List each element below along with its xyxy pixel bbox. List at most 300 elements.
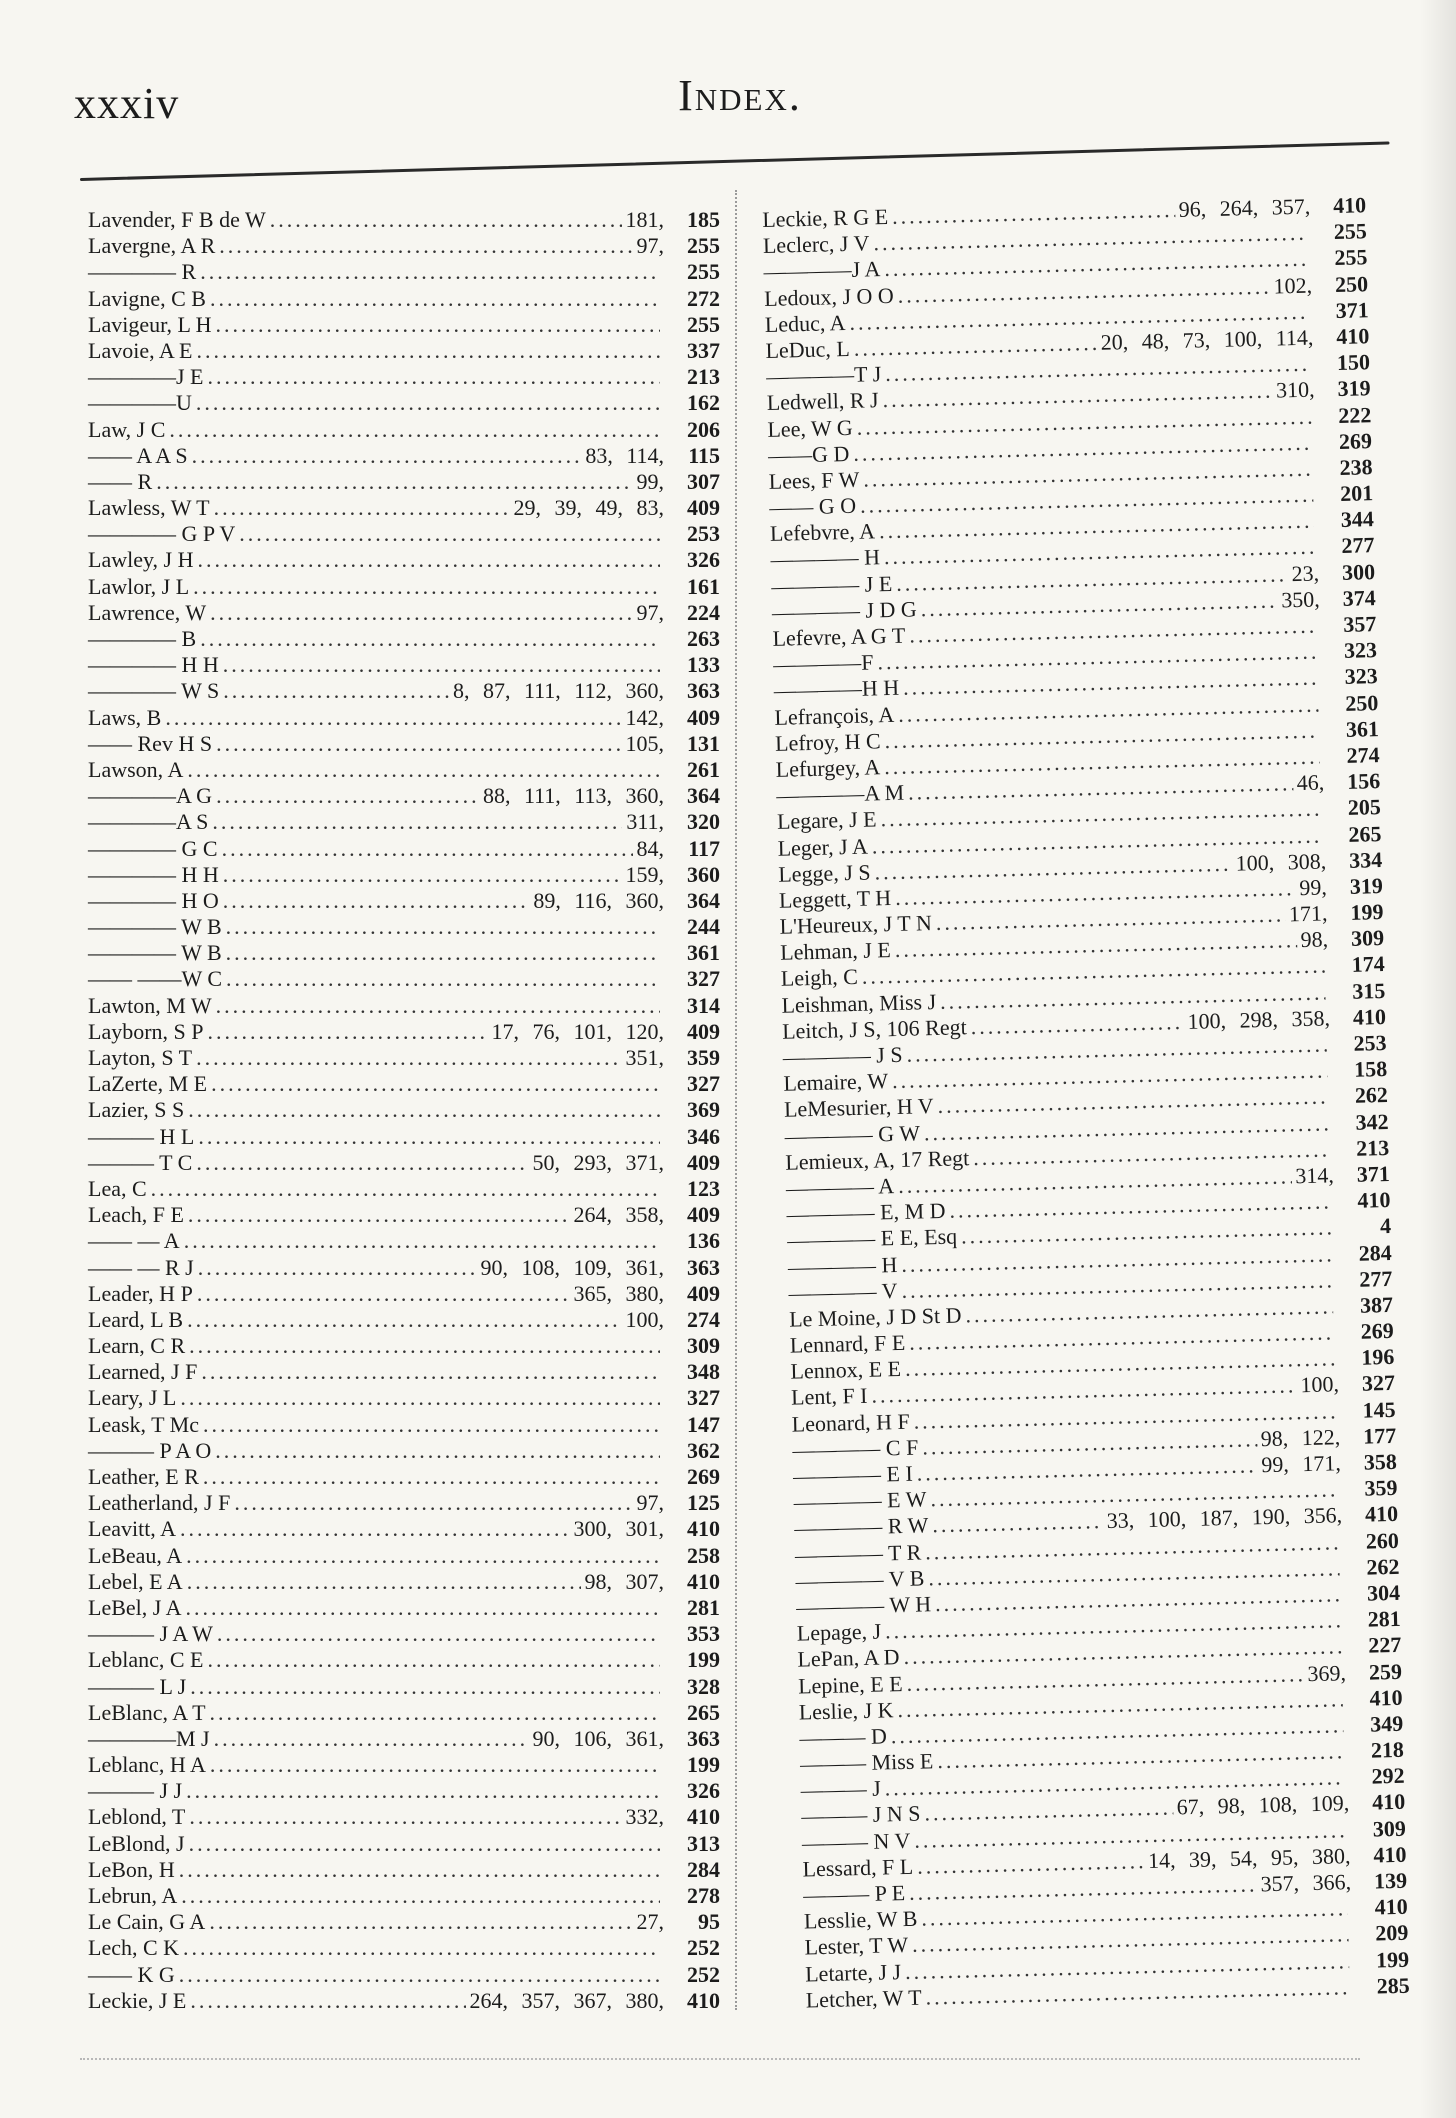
entry-pages: 84, <box>636 835 664 861</box>
index-entry <box>88 1045 720 1071</box>
entry-last-page: 304 <box>1366 1579 1401 1606</box>
entry-name: ———— A <box>785 1173 895 1201</box>
entry-last-page: 409 <box>687 1018 720 1044</box>
entry-last-page: 309 <box>687 1333 720 1359</box>
entry-name: Lehman, J E <box>779 937 892 966</box>
dot-leader <box>179 1962 660 1988</box>
dot-leader <box>187 1569 581 1595</box>
index-entry <box>88 888 720 914</box>
entry-last-page: 213 <box>687 364 720 390</box>
entry-name: Lawley, J H <box>88 547 194 573</box>
dot-leader <box>211 1071 660 1097</box>
index-entry <box>88 364 720 390</box>
dot-leader <box>214 1726 529 1752</box>
dot-leader <box>200 626 660 652</box>
entry-last-page: 387 <box>1359 1291 1394 1318</box>
entry-last-page: 218 <box>1370 1736 1405 1763</box>
index-column-left <box>88 207 720 2014</box>
entry-name: ————U <box>88 390 192 416</box>
dot-leader <box>217 1621 660 1647</box>
index-entry <box>88 259 720 285</box>
entry-name: ———— V <box>788 1277 898 1306</box>
entry-last-page: 362 <box>687 1437 720 1463</box>
entry-last-page: 274 <box>687 1306 720 1332</box>
entry-name: Lawlor, J L <box>88 573 190 599</box>
entry-name: Leslie, J K <box>798 1696 894 1725</box>
index-entry <box>88 1281 720 1307</box>
entry-last-page: 255 <box>1334 244 1368 271</box>
dot-leader <box>208 364 661 390</box>
entry-last-page: 342 <box>1355 1108 1389 1135</box>
entry-last-page: 409 <box>687 704 720 730</box>
entry-last-page: 410 <box>1357 1187 1391 1213</box>
entry-pages: 83, 114, <box>585 442 664 468</box>
entry-name: Legare, J E <box>776 806 877 835</box>
dot-leader <box>180 1385 660 1411</box>
index-entry <box>88 1543 720 1569</box>
dot-leader <box>180 1516 570 1542</box>
entry-name: Leather, E R <box>88 1464 199 1489</box>
dot-leader <box>223 888 530 914</box>
entry-pages: 90, 106, 361, <box>532 1725 664 1751</box>
entry-pages: 310, <box>1275 376 1315 403</box>
index-entry <box>88 312 720 338</box>
entry-last-page: 327 <box>687 1071 720 1097</box>
entry-last-page: 361 <box>1345 715 1380 742</box>
dot-leader <box>210 1752 660 1778</box>
index-entry <box>88 678 720 704</box>
entry-last-page: 133 <box>687 652 720 678</box>
entry-name: ———— R W <box>793 1512 929 1541</box>
entry-name: Leitch, J S, 106 Regt <box>781 1014 967 1044</box>
entry-name: LeBel, J A <box>88 1594 182 1620</box>
entry-name: ———— J S <box>782 1041 903 1070</box>
header-rule <box>80 141 1390 181</box>
dot-leader <box>212 809 622 835</box>
entry-last-page: 199 <box>687 1647 720 1673</box>
entry-last-page: 292 <box>1371 1763 1405 1789</box>
index-entry <box>88 600 720 626</box>
dot-leader <box>200 259 660 285</box>
entry-name: Lesslie, W B <box>803 1905 918 1934</box>
entry-name: —— G O <box>769 492 857 520</box>
entry-last-page: 255 <box>687 233 720 259</box>
entry-name: ————H H <box>773 675 900 704</box>
entry-last-page: 252 <box>687 1935 720 1961</box>
index-entry <box>88 1883 720 1909</box>
entry-last-page: 255 <box>1333 218 1368 245</box>
page-number: xxxiv <box>74 79 180 128</box>
entry-pages: 97, <box>636 233 664 259</box>
entry-name: LeBlond, J <box>88 1830 185 1856</box>
entry-name: Lepine, E E <box>797 1670 903 1699</box>
entry-name: ———— G W <box>784 1119 921 1149</box>
index-entry <box>88 1333 720 1359</box>
entry-name: ——— J N S <box>801 1801 921 1829</box>
index-entry <box>88 338 720 364</box>
dot-leader <box>165 705 621 731</box>
entry-last-page: 313 <box>687 1830 720 1856</box>
entry-last-page: 369 <box>687 1097 720 1123</box>
index-column-right <box>762 192 1410 2013</box>
entry-name: Lawless, W T <box>88 495 210 521</box>
dot-leader <box>226 914 660 940</box>
index-entry <box>88 1071 720 1097</box>
entry-pages: 105, <box>625 730 664 756</box>
entry-name: Lavergne, A R <box>88 233 216 259</box>
entry-last-page: 199 <box>687 1752 720 1778</box>
index-entry <box>88 1595 720 1621</box>
entry-pages: 102, <box>1273 272 1313 299</box>
entry-name: LeDuc, L <box>765 335 851 363</box>
entry-name: ————A S <box>88 809 209 835</box>
dot-leader <box>222 836 633 862</box>
index-entry <box>88 1176 720 1202</box>
entry-last-page: 259 <box>1368 1658 1403 1685</box>
entry-name: ———— G P V <box>88 521 236 547</box>
entry-pages: 97, <box>636 1490 664 1516</box>
dot-leader <box>186 1595 661 1621</box>
entry-name: Lavender, F B de W <box>88 207 266 232</box>
entry-last-page: 131 <box>687 730 720 756</box>
entry-name: Leavitt, A <box>88 1516 176 1542</box>
index-entry <box>88 1831 720 1857</box>
entry-name: ———— V B <box>795 1565 925 1594</box>
dot-leader <box>179 1857 660 1883</box>
entry-last-page: 326 <box>687 1778 720 1804</box>
entry-name: Lazier, S S <box>88 1097 185 1123</box>
entry-last-page: 136 <box>687 1228 720 1254</box>
entry-name: Lennard, F E <box>789 1329 906 1358</box>
entry-name: Lawrence, W <box>88 599 207 625</box>
entry-last-page: 364 <box>687 887 720 913</box>
entry-name: ————M J <box>88 1725 210 1751</box>
entry-name: Le Cain, G A <box>88 1909 206 1935</box>
entry-last-page: 284 <box>1358 1239 1393 1266</box>
dot-leader <box>193 574 660 600</box>
dot-leader <box>223 678 449 704</box>
index-entry <box>88 495 720 521</box>
entry-pages: 311, <box>626 809 664 835</box>
entry-name: Letarte, J J <box>804 1958 902 1987</box>
entry-last-page: 315 <box>1352 977 1386 1004</box>
entry-last-page: 307 <box>687 468 720 494</box>
index-entry <box>88 233 720 259</box>
index-entry <box>88 1935 720 1961</box>
entry-name: Leggett, T H <box>778 884 892 913</box>
entry-last-page: 224 <box>687 599 720 625</box>
entry-name: Lawton, M W <box>88 992 212 1018</box>
index-entry <box>88 1726 720 1752</box>
dot-leader <box>196 338 660 364</box>
entry-name: —— Rev H S <box>88 730 213 756</box>
entry-name: LaZerte, M E <box>88 1071 208 1097</box>
index-entry <box>88 1516 720 1542</box>
entry-last-page: 177 <box>1362 1422 1397 1449</box>
dot-leader <box>188 1097 660 1123</box>
dot-leader <box>216 783 479 809</box>
index-entry <box>88 914 720 940</box>
entry-last-page: 360 <box>687 861 720 887</box>
entry-name: ————A G <box>88 783 213 809</box>
dot-leader <box>186 1543 660 1569</box>
entry-name: Leblond, T <box>88 1804 186 1830</box>
entry-pages: 14, 39, 54, 95, 380, <box>1147 1842 1351 1873</box>
entry-last-page: 357 <box>1343 611 1377 637</box>
entry-last-page: 363 <box>687 1725 720 1751</box>
index-entry <box>88 862 720 888</box>
entry-pages: 365, 380, <box>573 1280 664 1306</box>
entry-name: LeBeau, A <box>88 1542 183 1568</box>
entry-last-page: 277 <box>1341 532 1375 559</box>
entry-name: Lees, F W <box>768 466 860 494</box>
entry-name: ———— H H <box>88 652 219 678</box>
dot-leader <box>189 1333 660 1359</box>
index-entry <box>88 836 720 862</box>
entry-name: Leary, J L <box>88 1385 177 1411</box>
entry-last-page: 358 <box>1363 1448 1398 1475</box>
entry-pages: 357, 366, <box>1260 1869 1352 1897</box>
entry-last-page: 309 <box>1350 925 1385 952</box>
entry-name: Lebel, E A <box>88 1568 183 1594</box>
entry-last-page: 255 <box>687 311 720 337</box>
entry-name: ——— P E <box>802 1880 906 1908</box>
entry-name: Leard, L B <box>88 1306 184 1332</box>
entry-pages: 99, 171, <box>1261 1450 1342 1478</box>
entry-name: Leblanc, H A <box>88 1752 206 1778</box>
entry-last-page: 328 <box>687 1673 720 1699</box>
dot-leader <box>208 1019 488 1045</box>
entry-name: Lawson, A <box>88 756 184 782</box>
entry-name: ——— L J <box>88 1673 187 1699</box>
entry-last-page: 227 <box>1368 1632 1402 1658</box>
entry-last-page: 319 <box>1349 872 1384 899</box>
entry-name: Leatherland, J F <box>88 1490 231 1516</box>
index-entry <box>88 1490 720 1516</box>
dot-leader <box>189 1804 621 1830</box>
entry-last-page: 323 <box>1343 637 1378 664</box>
entry-pages: 350, <box>1280 586 1321 613</box>
entry-name: ———— W H <box>795 1591 932 1620</box>
page-edge <box>1420 0 1456 2118</box>
entry-last-page: 346 <box>687 1123 720 1149</box>
entry-name: Layborn, S P <box>88 1018 204 1044</box>
entry-pages: 98, <box>1300 926 1329 953</box>
entry-name: ——— N V <box>801 1827 911 1856</box>
dot-leader <box>210 286 660 312</box>
entry-last-page: 158 <box>1353 1056 1388 1082</box>
index-entry <box>88 1700 720 1726</box>
entry-name: Ledoux, J O O <box>763 282 895 311</box>
entry-name: ————T J <box>765 361 882 390</box>
index-entry <box>88 547 720 573</box>
entry-last-page: 278 <box>687 1883 720 1908</box>
index-entry <box>88 1778 720 1804</box>
index-entry <box>88 1804 720 1830</box>
entry-last-page: 363 <box>687 678 720 704</box>
entry-name: Leduc, A <box>764 309 846 337</box>
entry-last-page: 145 <box>1362 1396 1396 1423</box>
entry-pages: 27, <box>636 1909 664 1935</box>
entry-last-page: 250 <box>1334 270 1369 297</box>
entry-name: Lefebvre, A <box>769 518 876 547</box>
entry-name: ——— P A O <box>88 1437 212 1463</box>
footer-rule <box>80 2058 1360 2062</box>
entry-last-page: 374 <box>1342 584 1377 611</box>
entry-last-page: 359 <box>687 1045 720 1070</box>
entry-pages: 99, <box>1298 874 1328 900</box>
entry-pages: 100, <box>1300 1371 1340 1398</box>
index-entry <box>88 286 720 312</box>
entry-pages: 332, <box>625 1804 664 1830</box>
entry-pages: 100, <box>625 1306 664 1332</box>
index-entry <box>88 1097 720 1123</box>
index-entry <box>88 1255 720 1281</box>
index-entry <box>88 469 720 495</box>
entry-last-page: 410 <box>1374 1893 1409 1920</box>
entry-name: Lee, W G <box>767 414 854 442</box>
dot-leader <box>197 1281 570 1307</box>
dot-leader <box>192 443 582 469</box>
index-entry <box>88 626 720 652</box>
dot-leader <box>196 390 660 416</box>
entry-last-page: 309 <box>1372 1815 1407 1842</box>
entry-name: Lea, C <box>88 1175 147 1201</box>
index-entry <box>88 1647 720 1673</box>
entry-name: Lefurgey, A <box>775 754 881 782</box>
entry-name: ———— R <box>88 259 197 285</box>
entry-last-page: 156 <box>1346 768 1381 794</box>
entry-pages: 314, <box>1295 1162 1335 1189</box>
entry-name: ————F <box>772 649 874 678</box>
entry-pages: 264, 357, 367, 380, <box>469 1987 664 2013</box>
entry-last-page: 117 <box>688 835 720 861</box>
entry-last-page: 123 <box>687 1175 720 1201</box>
entry-name: Lebrun, A <box>88 1883 178 1908</box>
dot-leader <box>216 731 621 757</box>
entry-name: Lech, C K <box>88 1935 180 1961</box>
index-entry <box>88 1621 720 1647</box>
index-entry <box>88 1150 720 1176</box>
entry-last-page: 265 <box>687 1699 720 1725</box>
entry-name: ———— H H <box>88 861 219 887</box>
entry-last-page: 364 <box>687 783 720 809</box>
entry-name: ———— E, M D <box>786 1197 946 1227</box>
dot-leader <box>198 1255 477 1281</box>
entry-last-page: 300 <box>1341 558 1376 585</box>
dot-leader <box>226 940 660 966</box>
index-entry <box>88 1752 720 1778</box>
entry-name: ———— H <box>770 544 881 573</box>
entry-last-page: 361 <box>687 940 720 966</box>
dot-leader <box>151 1176 660 1202</box>
entry-last-page: 327 <box>1361 1370 1396 1397</box>
entry-name: Le Moine, J D St D <box>788 1302 962 1332</box>
entry-name: —— — A <box>88 1228 180 1254</box>
entry-last-page: 410 <box>687 1568 720 1594</box>
entry-name: Lefroy, H C <box>774 728 881 756</box>
entry-pages: 8, 87, 111, 112, 360, <box>452 678 664 704</box>
entry-name: ——— H L <box>88 1123 195 1149</box>
index-entry <box>88 417 720 443</box>
dot-leader <box>239 521 660 547</box>
entry-name: ———— T R <box>794 1539 922 1568</box>
entry-pages: 17, 76, 101, 120, <box>491 1018 664 1044</box>
entry-name: Law, J C <box>88 416 166 442</box>
entry-pages: 181, <box>625 207 664 232</box>
entry-name: ————A M <box>776 779 905 808</box>
entry-name: ——— J A W <box>88 1621 213 1647</box>
entry-pages: 88, 111, 113, 360, <box>482 783 664 809</box>
entry-name: ——G D <box>767 440 850 468</box>
entry-pages: 142, <box>625 704 664 730</box>
entry-name: Leader, H P <box>88 1280 193 1306</box>
index-entry <box>88 1909 720 1935</box>
entry-last-page: 327 <box>687 966 720 992</box>
dot-leader <box>196 1150 528 1176</box>
entry-name: Leblanc, C E <box>88 1647 204 1673</box>
entry-last-page: 213 <box>1355 1134 1390 1161</box>
entry-name: Leckie, J E <box>88 1987 187 2013</box>
index-entry <box>88 1988 720 2014</box>
entry-pages: 97, <box>636 599 664 625</box>
entry-last-page: 410 <box>1373 1841 1407 1868</box>
entry-last-page: 277 <box>1359 1265 1393 1292</box>
entry-pages: 33, 100, 187, 190, 356, <box>1106 1502 1343 1534</box>
index-entry <box>88 1412 720 1438</box>
entry-last-page: 196 <box>1360 1344 1395 1370</box>
dot-leader <box>210 1700 660 1726</box>
entry-pages: 23, <box>1291 560 1320 586</box>
entry-name: LeBlanc, A T <box>88 1699 206 1725</box>
dot-leader <box>187 1307 621 1333</box>
entry-name: Learn, C R <box>88 1333 186 1359</box>
entry-last-page: 199 <box>1350 899 1384 925</box>
entry-last-page: 371 <box>1356 1160 1391 1187</box>
entry-last-page: 253 <box>687 521 720 547</box>
entry-name: —— R <box>88 468 153 494</box>
dot-leader <box>207 1647 660 1673</box>
entry-last-page: 263 <box>687 626 720 651</box>
entry-name: Leckie, R G E <box>762 203 889 232</box>
dot-leader <box>196 1045 621 1071</box>
dot-leader <box>215 1438 660 1464</box>
entry-name: Leishman, Miss J <box>781 988 937 1018</box>
entry-name: —— A A S <box>88 442 188 468</box>
entry-last-page: 272 <box>687 285 720 311</box>
dot-leader <box>209 1909 632 1935</box>
dot-leader <box>226 966 660 992</box>
index-entry <box>88 1228 720 1254</box>
entry-name: Lefrançois, A <box>774 701 895 730</box>
entry-last-page: 255 <box>687 259 720 285</box>
index-entry <box>88 809 720 835</box>
entry-pages: 96, 264, 357, <box>1178 193 1311 222</box>
entry-last-page: 4 <box>1379 1213 1392 1239</box>
entry-pages: 351, <box>625 1045 664 1070</box>
entry-last-page: 284 <box>687 1856 720 1882</box>
entry-last-page: 250 <box>1344 689 1379 716</box>
entry-name: ————J A <box>763 256 881 285</box>
dot-leader <box>203 1412 660 1438</box>
entry-last-page: 409 <box>687 1202 720 1228</box>
entry-pages: 46, <box>1296 769 1325 796</box>
entry-last-page: 409 <box>687 495 720 521</box>
entry-name: —— ——W C <box>88 966 223 992</box>
entry-pages: 300, 301, <box>573 1516 664 1542</box>
entry-name: ——— D <box>799 1723 888 1751</box>
entry-name: Lester, T W <box>804 1932 909 1960</box>
